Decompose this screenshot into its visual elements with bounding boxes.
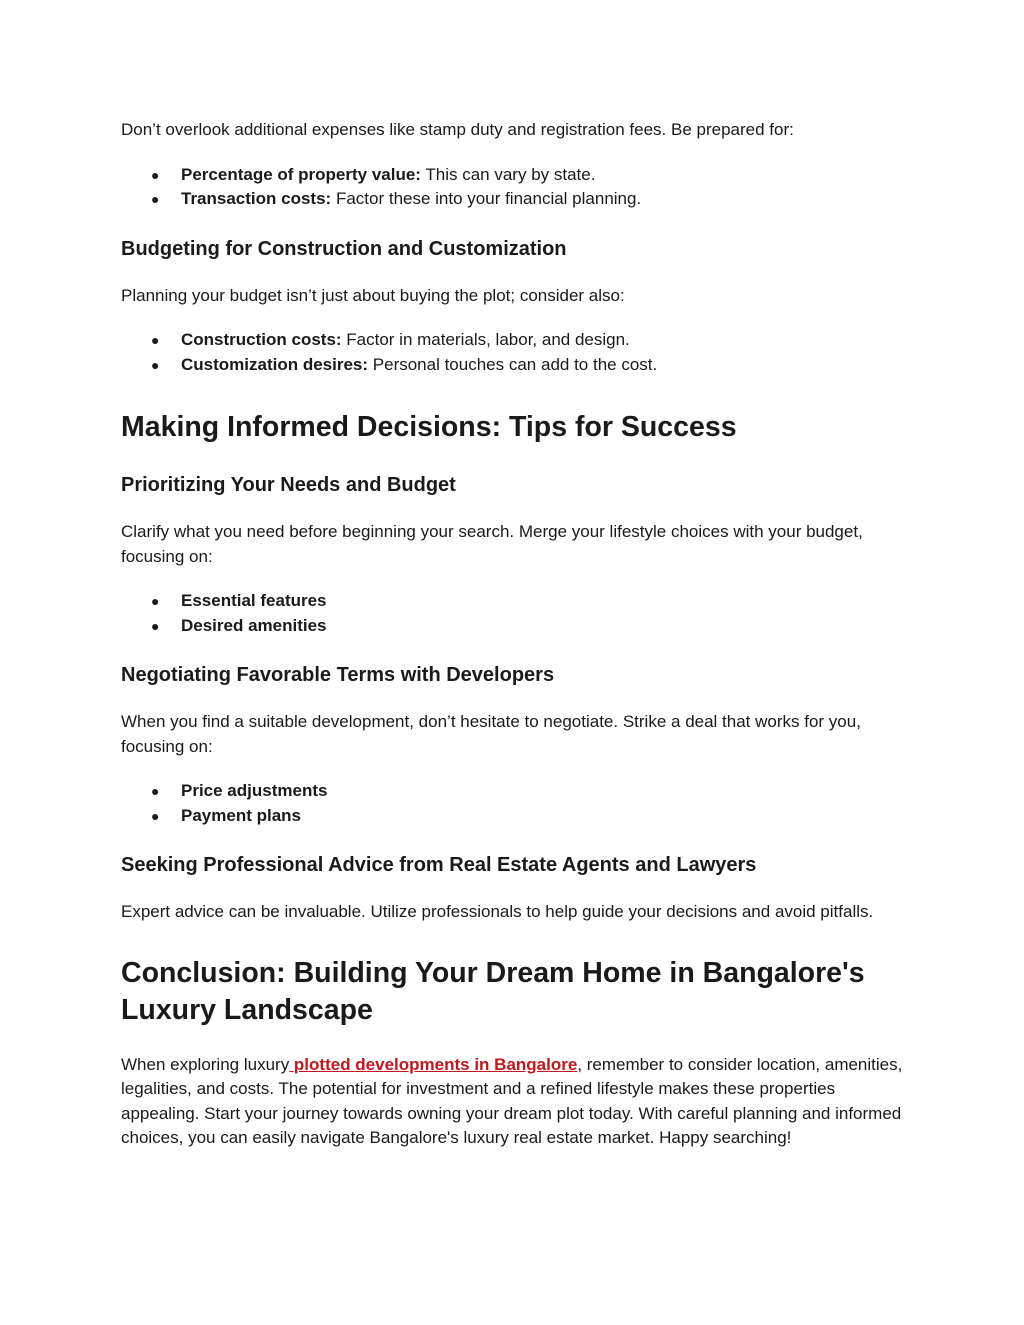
conclusion-paragraph xyxy=(121,1053,911,1151)
advice-heading: Seeking Professional Advice from Real Estate Agents and Lawyers xyxy=(121,854,757,876)
list-item xyxy=(121,804,911,829)
conclusion-heading: Conclusion: Building Your Dream Home in Bangalore's Luxury Landscape xyxy=(121,956,865,1026)
plotted-developments-link[interactable]: plotted developments in Bangalore xyxy=(289,1054,578,1074)
list-item-label: Percentage of property value: xyxy=(181,164,421,184)
bullet-icon: ● xyxy=(151,166,160,183)
budgeting-heading: Budgeting for Construction and Customization xyxy=(121,237,567,260)
bullet-icon: ● xyxy=(151,593,160,609)
bullet-icon: ● xyxy=(151,356,160,373)
list-item-text: Personal touches can add to the cost. xyxy=(368,354,658,374)
intro-bullet-list xyxy=(121,163,911,212)
bullet-icon: ● xyxy=(151,191,160,207)
list-item xyxy=(121,614,911,639)
list-item-label: Payment plans xyxy=(181,805,301,825)
list-item-text: Factor these into your financial planning. xyxy=(331,189,642,208)
list-item xyxy=(121,163,911,188)
prioritizing-heading: Prioritizing Your Needs and Budget xyxy=(121,474,456,496)
prioritizing-paragraph: Clarify what you need before beginning your search. Merge your lifestyle choices with your budget, focusing on: xyxy=(121,522,863,566)
budgeting-paragraph: Planning your budget isn’t just about buying the plot; consider also: xyxy=(121,285,625,305)
list-item xyxy=(121,353,911,378)
prioritizing-bullet-list xyxy=(121,589,911,638)
list-item-text: This can vary by state. xyxy=(420,164,596,184)
negotiating-heading: Negotiating Favorable Terms with Developers xyxy=(121,664,555,686)
list-item-label: Transaction costs: xyxy=(181,189,332,208)
conclusion-text-start: When exploring luxury xyxy=(121,1054,290,1074)
budgeting-bullet-list xyxy=(121,328,911,377)
bullet-icon: ● xyxy=(151,783,160,799)
list-item-label: Construction costs: xyxy=(181,330,342,349)
conclusion-text-end: , remember to consider location, amenities, legalities, and costs. The potential for investment and a refined lifestyle makes these properties appealing. Start your journey towards owning your dream plot today. With careful planning and informed choices, you can easily navigate Bangalore's luxury real estate market. Happy searching! xyxy=(121,1054,903,1147)
negotiating-paragraph: When you find a suitable development, don’t hesitate to negotiate. Strike a deal that works for you, focusing on: xyxy=(121,712,861,756)
list-item xyxy=(121,328,911,353)
negotiating-bullet-list xyxy=(121,779,911,828)
list-item xyxy=(121,779,911,804)
list-item-label: Customization desires: xyxy=(181,354,369,374)
list-item-text: Factor in materials, labor, and design. xyxy=(341,330,630,349)
bullet-icon: ● xyxy=(151,617,160,634)
intro-paragraph: Don’t overlook additional expenses like stamp duty and registration fees. Be prepared for: xyxy=(121,120,794,139)
bullet-icon: ● xyxy=(151,807,160,824)
list-item-label: Price adjustments xyxy=(181,781,328,800)
list-item-label: Desired amenities xyxy=(181,615,327,635)
bullet-icon: ● xyxy=(151,332,160,348)
advice-paragraph: Expert advice can be invaluable. Utilize professionals to help guide your decisions and avoid pitfalls. xyxy=(121,902,874,921)
list-item xyxy=(121,589,911,614)
list-item-label: Essential features xyxy=(181,591,327,610)
list-item xyxy=(121,187,911,212)
tips-heading: Making Informed Decisions: Tips for Success xyxy=(121,411,737,443)
document-content xyxy=(121,118,911,1151)
